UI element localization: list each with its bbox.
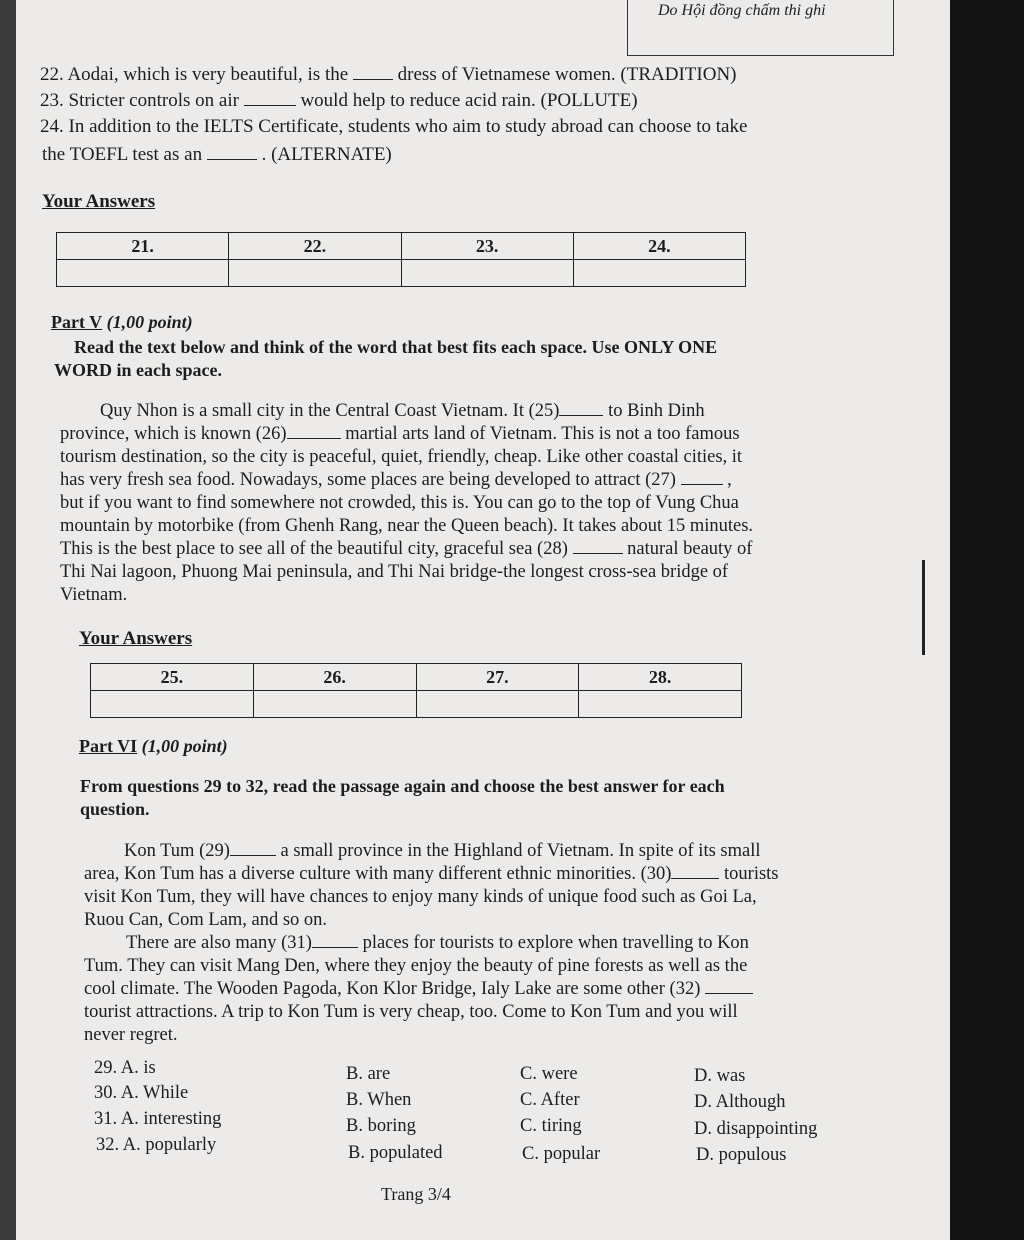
question-24-line-2: [42, 144, 392, 166]
answer-header-27: 27.: [416, 664, 579, 691]
option-29-a[interactable]: 29. A. is: [94, 1058, 156, 1078]
instruction-line: Read the text below and think of the word that best fits each space. Use ONLY ONE: [74, 337, 718, 357]
passage-text: cool climate. The Wooden Pagoda, Kon Klor Bridge, Ialy Lake are some other (32): [84, 979, 701, 999]
answer-blank-32: [705, 979, 753, 994]
answer-blank-26: [287, 424, 341, 439]
answer-header-24: 24.: [573, 233, 745, 260]
passage-line: Ruou Can, Com Lam, and so on.: [84, 910, 328, 930]
photo-edge-left: [0, 0, 16, 1240]
answer-header-26: 26.: [253, 664, 416, 691]
answer-blank: [207, 145, 257, 160]
passage-text: province, which is known (26): [60, 424, 287, 444]
question-number: 22.: [40, 64, 64, 85]
option-31-a[interactable]: 31. A. interesting: [94, 1109, 222, 1129]
answer-header-21: 21.: [57, 233, 229, 260]
your-answers-label-2: Your Answers: [79, 628, 193, 649]
question-number: 24.: [40, 116, 64, 137]
passage-text: a small province in the Highland of Vietnam. In spite of its small: [280, 841, 761, 861]
answer-header-28: 28.: [579, 664, 742, 691]
passage-line: [84, 978, 844, 1001]
passage-text: Kon Tum (29): [124, 841, 230, 861]
question-22: [40, 64, 737, 86]
answer-header-22: 22.: [229, 233, 401, 260]
option-31-c[interactable]: C. tiring: [520, 1116, 582, 1136]
answer-cell-22[interactable]: [229, 260, 401, 287]
answer-table-21-24: [56, 232, 746, 287]
passage-line: has very fresh sea food. Nowadays, some places are being developed to attract (27) ,: [60, 470, 732, 490]
part-6-passage: [84, 840, 844, 1047]
answer-header-23: 23.: [401, 233, 573, 260]
option-32-c[interactable]: C. popular: [522, 1144, 601, 1164]
question-text: dress of Vietnamese women. (TRADITION): [397, 64, 737, 85]
passage-line: [60, 538, 835, 561]
answer-cell-28[interactable]: [579, 691, 742, 718]
grader-box: [627, 0, 894, 56]
question-text: In addition to the IELTS Certificate, students who aim to study abroad can choose to take: [68, 116, 748, 137]
answer-table-25-28: [90, 663, 742, 718]
answer-cell-21[interactable]: [57, 260, 229, 287]
part-5-title: [51, 312, 193, 333]
instruction-line: question.: [80, 799, 150, 819]
option-29-b[interactable]: B. are: [346, 1064, 391, 1084]
instruction-line: From questions 29 to 32, read the passage again and choose the best answer for each: [80, 776, 725, 796]
passage-line: [84, 863, 844, 886]
option-30-c[interactable]: C. After: [520, 1090, 580, 1110]
option-29-d[interactable]: D. was: [694, 1066, 746, 1086]
passage-line: never regret.: [84, 1025, 178, 1045]
passage-text: natural beauty of: [627, 539, 753, 559]
passage-line: [60, 400, 835, 423]
answer-blank-31: [312, 933, 358, 948]
grader-note: Do Hội đồng chấm thi ghi: [658, 2, 826, 19]
passage-text: tourists: [724, 864, 779, 884]
question-text: the TOEFL test as an: [42, 144, 203, 165]
passage-line: mountain by motorbike (from Ghenh Rang, near the Queen beach). It takes about 15 minutes.: [60, 516, 754, 536]
passage-text: to Binh Dinh: [608, 401, 705, 421]
option-31-b[interactable]: B. boring: [346, 1116, 416, 1136]
passage-line: Thi Nai lagoon, Phuong Mai peninsula, and Thi Nai bridge-the longest cross-sea bridge of: [60, 562, 729, 582]
page-number: Trang 3/4: [381, 1184, 451, 1204]
passage-line: [84, 840, 844, 863]
answer-cell-23[interactable]: [401, 260, 573, 287]
passage-text: martial arts land of Vietnam. This is not a too famous: [345, 424, 740, 444]
passage-line: Vietnam.: [60, 585, 128, 605]
answer-blank-29: [230, 841, 276, 856]
part-5-points: (1,00 point): [106, 312, 193, 332]
question-23: [40, 90, 638, 112]
option-30-b[interactable]: B. When: [346, 1090, 412, 1110]
passage-text: Quy Nhon is a small city in the Central Coast Vietnam. It (25): [100, 401, 560, 421]
margin-mark: [922, 560, 925, 655]
answer-blank-27: [681, 470, 723, 485]
question-number: 23.: [40, 90, 64, 111]
question-text: Stricter controls on air: [68, 90, 239, 111]
answer-blank: [244, 91, 296, 106]
part-5-name: Part V: [51, 312, 103, 332]
part-6-name: Part VI: [79, 736, 138, 756]
answer-blank-30: [671, 864, 719, 879]
answer-cell-26[interactable]: [253, 691, 416, 718]
passage-line: tourist attractions. A trip to Kon Tum is very cheap, too. Come to Kon Tum and you will: [84, 1002, 738, 1022]
passage-text: area, Kon Tum has a diverse culture with many different ethnic minorities. (30): [84, 864, 672, 884]
option-32-b[interactable]: B. populated: [348, 1143, 443, 1163]
instruction-line: WORD in each space.: [54, 360, 222, 380]
passage-text: This is the best place to see all of the beautiful city, graceful sea (28): [60, 539, 568, 559]
option-32-d[interactable]: D. populous: [696, 1145, 787, 1165]
answer-blank-28: [573, 539, 623, 554]
exam-page: [16, 0, 950, 1240]
passage-text: There are also many (31): [126, 933, 312, 953]
question-text: would help to reduce acid rain. (POLLUTE): [300, 90, 638, 111]
option-30-d[interactable]: D. Although: [694, 1092, 786, 1112]
passage-line: visit Kon Tum, they will have chances to enjoy many kinds of unique food such as Goi La,: [84, 887, 757, 907]
photo-edge-right: [950, 0, 1024, 1240]
passage-text: has very fresh sea food. Nowadays, some places are being developed to attract (27): [60, 470, 676, 490]
passage-line: but if you want to find somewhere not crowded, this is. You can go to the top of Vung Chua: [60, 493, 739, 513]
option-31-d[interactable]: D. disappointing: [694, 1119, 818, 1139]
answer-cell-25[interactable]: [91, 691, 254, 718]
passage-line: [60, 423, 835, 446]
part-6-instruction: [80, 775, 840, 821]
passage-line: Tum. They can visit Mang Den, where they enjoy the beauty of pine forests as well as the: [84, 956, 748, 976]
part-5-instruction: [54, 336, 844, 382]
question-24: [40, 116, 747, 138]
option-30-a[interactable]: 30. A. While: [94, 1083, 189, 1103]
passage-line: [84, 932, 844, 955]
part-6-points: (1,00 point): [141, 736, 228, 756]
question-text: Aodai, which is very beautiful, is the: [67, 64, 349, 85]
question-text: . (ALTERNATE): [261, 144, 392, 165]
answer-cell-24[interactable]: [573, 260, 745, 287]
part-5-passage: [60, 400, 835, 607]
answer-header-25: 25.: [91, 664, 254, 691]
option-32-a[interactable]: 32. A. popularly: [96, 1135, 217, 1155]
passage-text: places for tourists to explore when travelling to Kon: [362, 933, 749, 953]
passage-line: tourism destination, so the city is peaceful, quiet, friendly, cheap. Like other coastal cities, it: [60, 447, 743, 467]
option-29-c[interactable]: C. were: [520, 1064, 578, 1084]
part-6-title: [79, 736, 228, 757]
answer-cell-27[interactable]: [416, 691, 579, 718]
your-answers-label-1: Your Answers: [42, 191, 156, 212]
answer-blank-25: [559, 401, 603, 416]
answer-blank: [353, 65, 393, 80]
